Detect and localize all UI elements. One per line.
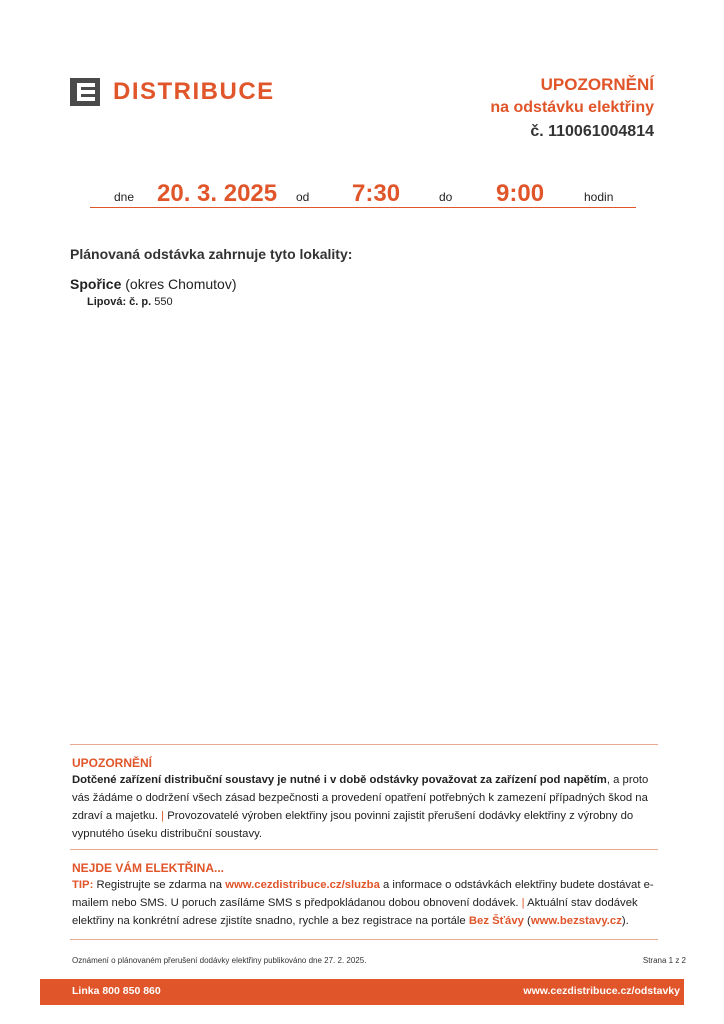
warning-text2: Provozovatelé výroben elektřiny jsou povinni zajistit přerušení dodávky elektřiny z výrobny do vypnutého úseku distribuční soustavy. (72, 810, 634, 840)
tip-text3: Aktuální stav dodávek elektřiny na konkrétní adrese zjistíte snadno, rychle a bez registrace na portále (72, 897, 638, 927)
company-logo-icon (70, 78, 100, 106)
location-address (87, 296, 173, 308)
portal-name: Bez Šťávy (468, 915, 524, 927)
label-hours: hodin (584, 190, 614, 204)
house-numbers: 550 (154, 296, 173, 308)
street-label: Lipová: č. p. (87, 296, 152, 308)
registration-link[interactable]: www.cezdistribuce.cz/sluzba (225, 879, 380, 891)
locations-heading: Plánovaná odstávka zahrnuje tyto lokality: (70, 246, 353, 262)
town-name: Spořice (70, 276, 122, 292)
paren-open: ( (527, 915, 531, 927)
warning-bold: Dotčené zařízení distribuční soustavy je nutné i v době odstávky považovat za zařízení pod napětím (72, 774, 607, 786)
location-town (70, 276, 237, 292)
tip-label: TIP: (72, 879, 94, 891)
time-to: 9:00 (496, 180, 545, 207)
notice-number: č. 110061004814 (530, 123, 654, 140)
publication-note: Oznámení o plánovaném přerušení dodávky elektřiny publikováno dne 27. 2. 2025. (72, 956, 367, 965)
time-from: 7:30 (352, 180, 401, 207)
tip-text1: Registrujte se zdarma na (96, 879, 223, 891)
website-link[interactable]: www.cezdistribuce.cz/odstavky (523, 985, 680, 997)
outage-info-text (72, 876, 662, 930)
town-district: (okres Chomutov) (125, 276, 237, 292)
brand-name: DISTRIBUCE (113, 78, 275, 105)
label-to: do (439, 190, 453, 204)
outage-date: 20. 3. 2025 (157, 180, 278, 207)
warning-text1: , a proto vás žádáme o dodržení všech zásad bezpečnosti a provedení opatření potřebných k zamezení případných škod na zdraví a majetku. (72, 774, 649, 822)
warning-title: UPOZORNĚNÍ (72, 756, 153, 770)
outage-info-title: NEJDE VÁM ELEKTŘINA... (72, 861, 225, 875)
label-day: dne (114, 190, 135, 204)
page-number: Strana 1 z 2 (642, 956, 686, 965)
label-from: od (296, 190, 310, 204)
tip-text2: a informace o odstávkách elektřiny budete dostávat e-mailem nebo SMS. U poruch zasíláme SMS s předpokládanou dobou obnovení dodávek. (72, 879, 654, 909)
warning-text (72, 771, 662, 843)
date-underline (90, 207, 636, 208)
paren-close: ). (621, 915, 629, 927)
separator: | (521, 897, 525, 909)
divider (70, 849, 658, 850)
divider (70, 939, 658, 940)
notice-subtitle: na odstávku elektřiny (490, 99, 654, 116)
separator: | (161, 810, 165, 822)
portal-link[interactable]: www.bezstavy.cz (530, 915, 622, 927)
notice-title: UPOZORNĚNÍ (540, 75, 654, 94)
divider (70, 744, 658, 745)
hotline[interactable]: Linka 800 850 860 (72, 985, 161, 997)
